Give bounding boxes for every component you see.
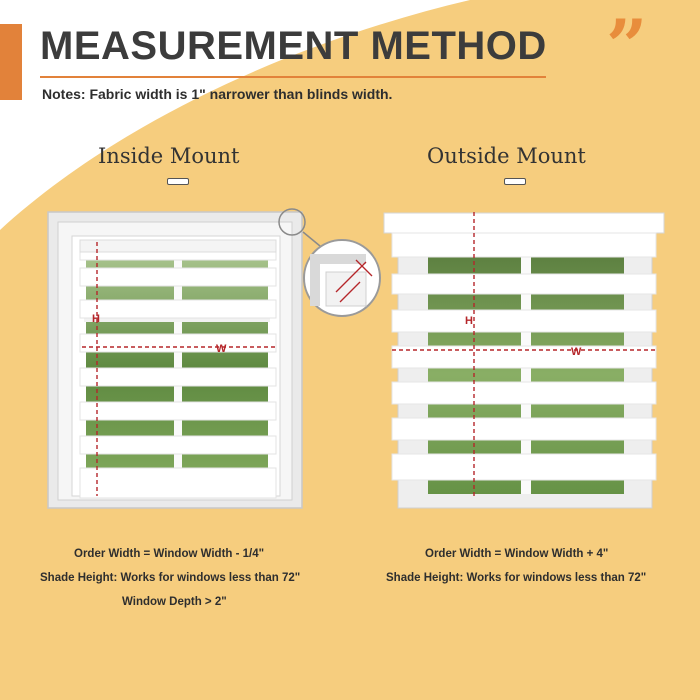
outside-mount-window	[384, 213, 664, 508]
outside-w-marker: W	[571, 346, 582, 358]
quote-icon: ”	[606, 3, 648, 88]
inside-w-marker: W	[216, 343, 227, 355]
outside-order-width-spec: Order Width = Window Width + 4"	[425, 548, 609, 560]
fabric-width-note: Notes: Fabric width is 1" narrower than blinds width.	[42, 86, 393, 102]
outside-mount-label: Outside Mount	[427, 144, 586, 168]
inside-h-marker: H	[92, 313, 100, 325]
inside-mount-label: Inside Mount	[98, 144, 240, 168]
page-title: MEASUREMENT METHOD	[40, 24, 547, 68]
inside-window-depth-spec: Window Depth > 2"	[122, 596, 227, 608]
outside-h-marker: H	[465, 315, 473, 327]
inside-order-width-spec: Order Width = Window Width - 1/4"	[74, 548, 265, 560]
outside-shade-height-spec: Shade Height: Works for windows less than 72"	[386, 572, 647, 584]
inside-shade-height-spec: Shade Height: Works for windows less than 72"	[40, 572, 301, 584]
inside-mount-window	[48, 212, 302, 508]
